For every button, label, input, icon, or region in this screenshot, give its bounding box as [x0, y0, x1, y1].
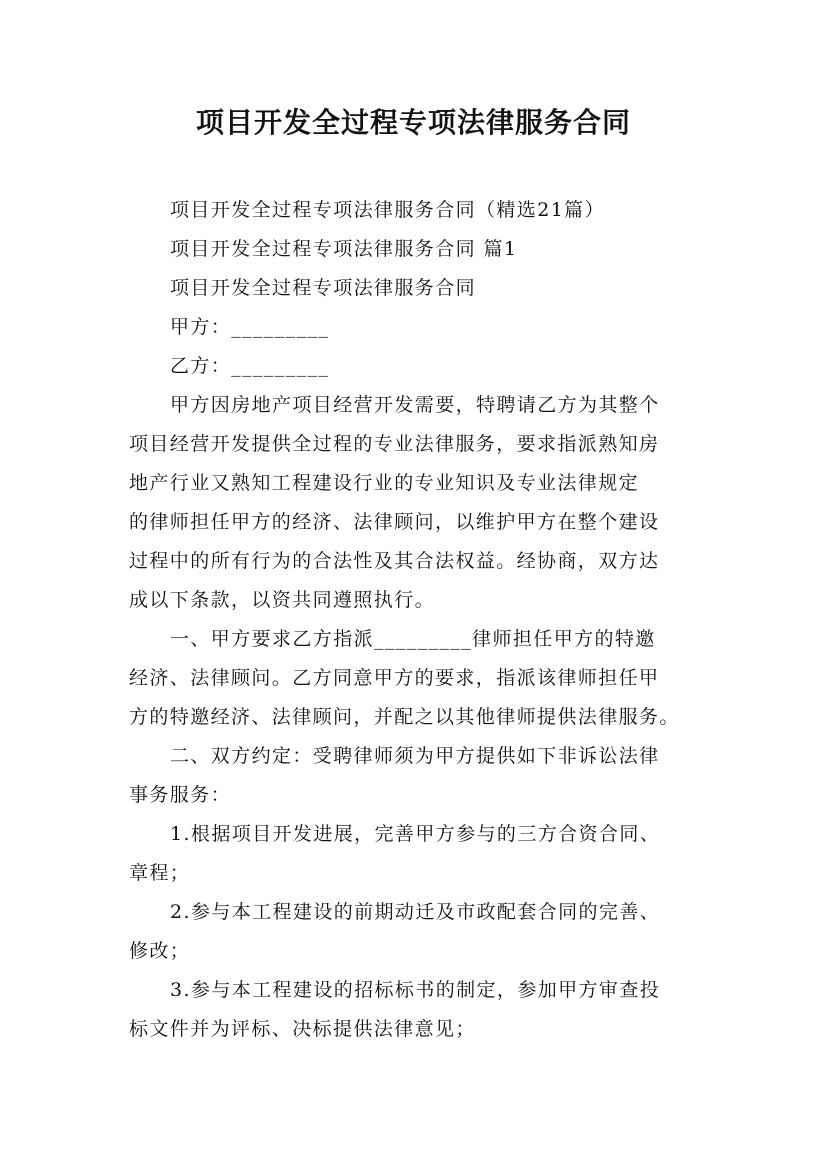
document-line: 乙方：_________: [170, 355, 330, 377]
document-line: 地产行业又熟知工程建设行业的专业知识及专业法律规定: [129, 472, 640, 494]
document-line: 成以下条款，以资共同遵照执行。: [129, 589, 436, 611]
document-line: 方的特邀经济、法律顾问，并配之以其他律师提供法律服务。: [129, 706, 680, 728]
document-line: 甲方因房地产项目经营开发需要，特聘请乙方为其整个: [170, 394, 660, 416]
document-line: 1.根据项目开发进展，完善甲方参与的三方合资合同、: [170, 823, 661, 845]
document-line: 二、双方约定：受聘律师须为甲方提供如下非诉讼法律: [170, 745, 660, 767]
document-line: 经济、法律顾问。乙方同意甲方的要求，指派该律师担任甲: [129, 667, 660, 689]
document-line: 一、甲方要求乙方指派_________律师担任甲方的特邀: [170, 628, 656, 650]
document-line: 章程；: [129, 862, 191, 884]
document-line: 项目经营开发提供全过程的专业法律服务，要求指派熟知房: [129, 433, 660, 455]
document-line: 过程中的所有行为的合法性及其合法权益。经协商，双方达: [129, 550, 660, 572]
document-line: 3.参与本工程建设的招标标书的制定，参加甲方审查投: [170, 979, 661, 1001]
document-line: 项目开发全过程专项法律服务合同: [170, 277, 477, 299]
document-title: 项目开发全过程专项法律服务合同: [195, 106, 631, 139]
document-line: 事务服务：: [129, 784, 232, 806]
document-line: 2.参与本工程建设的前期动迁及市政配套合同的完善、: [170, 901, 661, 923]
document-line: 甲方：_________: [170, 316, 330, 338]
document-line: 的律师担任甲方的经济、法律顾问，以维护甲方在整个建设: [129, 511, 660, 533]
document-line: 项目开发全过程专项法律服务合同 篇1: [170, 238, 518, 260]
document-line: 标文件并为评标、决标提供法律意见；: [129, 1018, 476, 1040]
document-line: 修改；: [129, 940, 191, 962]
document-line: 项目开发全过程专项法律服务合同（精选21篇）: [170, 199, 605, 221]
